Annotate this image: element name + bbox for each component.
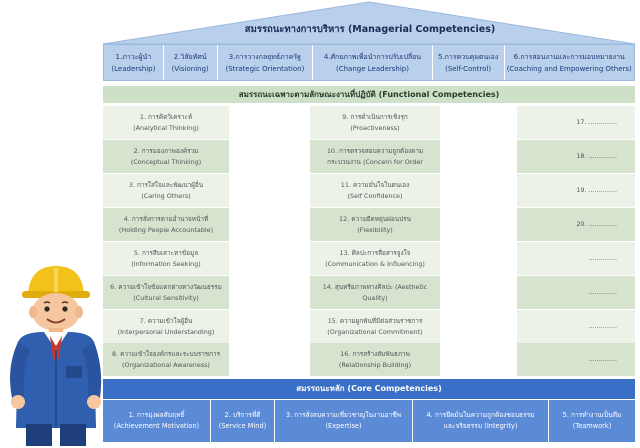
core-title: สมรรถนะหลัก (Core Competencies) [103, 379, 635, 399]
functional-item: 10. การตรวจสอบความถูกต้องตาม กระบวนงาน (Concern for Order [310, 140, 440, 173]
functional-item: .............. [517, 310, 635, 343]
managerial-item-thai: 2.วิสัยทัศน์ [173, 52, 207, 61]
functional-item: 3. การใส่ใจและพัฒนาผู้อื่น (Caring Others) [103, 174, 229, 207]
managerial-title: สมรรถนะทางการบริหาร (Managerial Competencies) [244, 24, 496, 35]
managerial-item-english: (Coaching and Empowering Others) [506, 64, 632, 73]
core-item: 5. การทำงานเป็นทีม (Teamwork) [562, 411, 622, 430]
core-row [103, 400, 635, 442]
core-item: 2. บริการที่ดี (Service Mind) [211, 400, 275, 442]
functional-item: 17. .............. [517, 106, 635, 139]
functional-item: 11. ความมั่นใจในตนเอง (Self Confidence) [310, 174, 440, 207]
core-item: 1. การมุ่งผลสัมฤทธิ์ (Achievement Motivation) [103, 400, 211, 442]
functional-item: 13. ศิลปะการสื่อสารจูงใจ (Communication & Influencing) [310, 242, 440, 275]
functional-item: 5. การสืบเสาะหาข้อมูล (Information Seeking) [103, 242, 229, 275]
managerial-item-english: (Leadership) [111, 64, 156, 73]
managerial-item [433, 45, 505, 80]
functional-column-2 [310, 106, 440, 376]
functional-item: 6. ความเข้าใจข้อแตกต่างทางวัฒนธรรม (Cultural Sensitivity) [103, 276, 229, 309]
functional-item: 15. ความผูกพันที่มีต่อส่วนราชการ (Organizational Commitment) [310, 310, 440, 343]
managerial-item-english: (Visioning) [171, 64, 209, 73]
functional-item: 12. ความยืดหยุ่นผ่อนปรน (Flexibility) [310, 208, 440, 241]
functional-item: 8. ความเข้าใจองค์กรและระบบราชการ (Organizational Awareness) [103, 343, 229, 376]
managerial-item-thai: 1.ภาวะผู้นำ [115, 52, 152, 61]
managerial-item [505, 45, 635, 80]
managerial-item [218, 45, 314, 80]
managerial-item-english: (Strategic Orientation) [225, 64, 305, 73]
construction-worker-illustration [0, 258, 108, 448]
functional-item: 16. การสร้างสัมพันธภาพ (Relationship Building) [310, 343, 440, 376]
managerial-item-thai: 5.การควบคุมตนเอง [437, 52, 499, 61]
functional-item: 9. การดำเนินการเชิงรุก (Proactiveness) [310, 106, 440, 139]
functional-item: .............. [517, 276, 635, 309]
managerial-item [164, 45, 218, 80]
functional-item: 14. สุนทรียภาพทางศิลปะ (Aesthetic Quality) [310, 276, 440, 309]
managerial-item [104, 45, 164, 80]
functional-item: .............. [517, 242, 635, 275]
managerial-item-thai: 4.ศักยภาพเพื่อนำการปรับเปลี่ยน [323, 52, 422, 61]
managerial-item-thai: 3.การวางกลยุทธ์ภาครัฐ [228, 52, 302, 61]
functional-title: สมรรถนะเฉพาะตามลักษณะงานที่ปฏิบัติ (Functional Competencies) [103, 86, 635, 103]
functional-item: 2. การมองภาพองค์รวม (Conceptual Thinking) [103, 140, 229, 173]
functional-item: 18. .............. [517, 140, 635, 173]
functional-item: 7. ความเข้าใจผู้อื่น (Interpersonal Understanding) [103, 310, 229, 343]
functional-item: 19. .............. [517, 174, 635, 207]
functional-column-1 [103, 106, 229, 376]
core-item: 3. การสั่งสมความเชี่ยวชาญในงานอาชีพ (Expertise) [275, 400, 413, 442]
functional-item: 4. การสั่งการตามอำนาจหน้าที่ (Holding People Accountable) [103, 208, 229, 241]
functional-item: 1. การคิดวิเคราะห์ (Analytical Thinking) [103, 106, 229, 139]
core-item: 4. การยึดมั่นในความถูกต้องชอบธรรม และจริยธรรม (Integrity) [413, 400, 549, 442]
functional-column-3 [517, 106, 635, 376]
functional-grid [103, 106, 635, 376]
managerial-item-english: (Change Leadership) [336, 64, 409, 73]
functional-item: 20. .............. [517, 208, 635, 241]
managerial-row [103, 44, 635, 81]
managerial-item-thai: 6.การสอนงานและการมอบหมายงาน [513, 52, 625, 61]
managerial-item [313, 45, 433, 80]
functional-item: .............. [517, 343, 635, 376]
managerial-item-english: (Self-Control) [445, 64, 492, 73]
